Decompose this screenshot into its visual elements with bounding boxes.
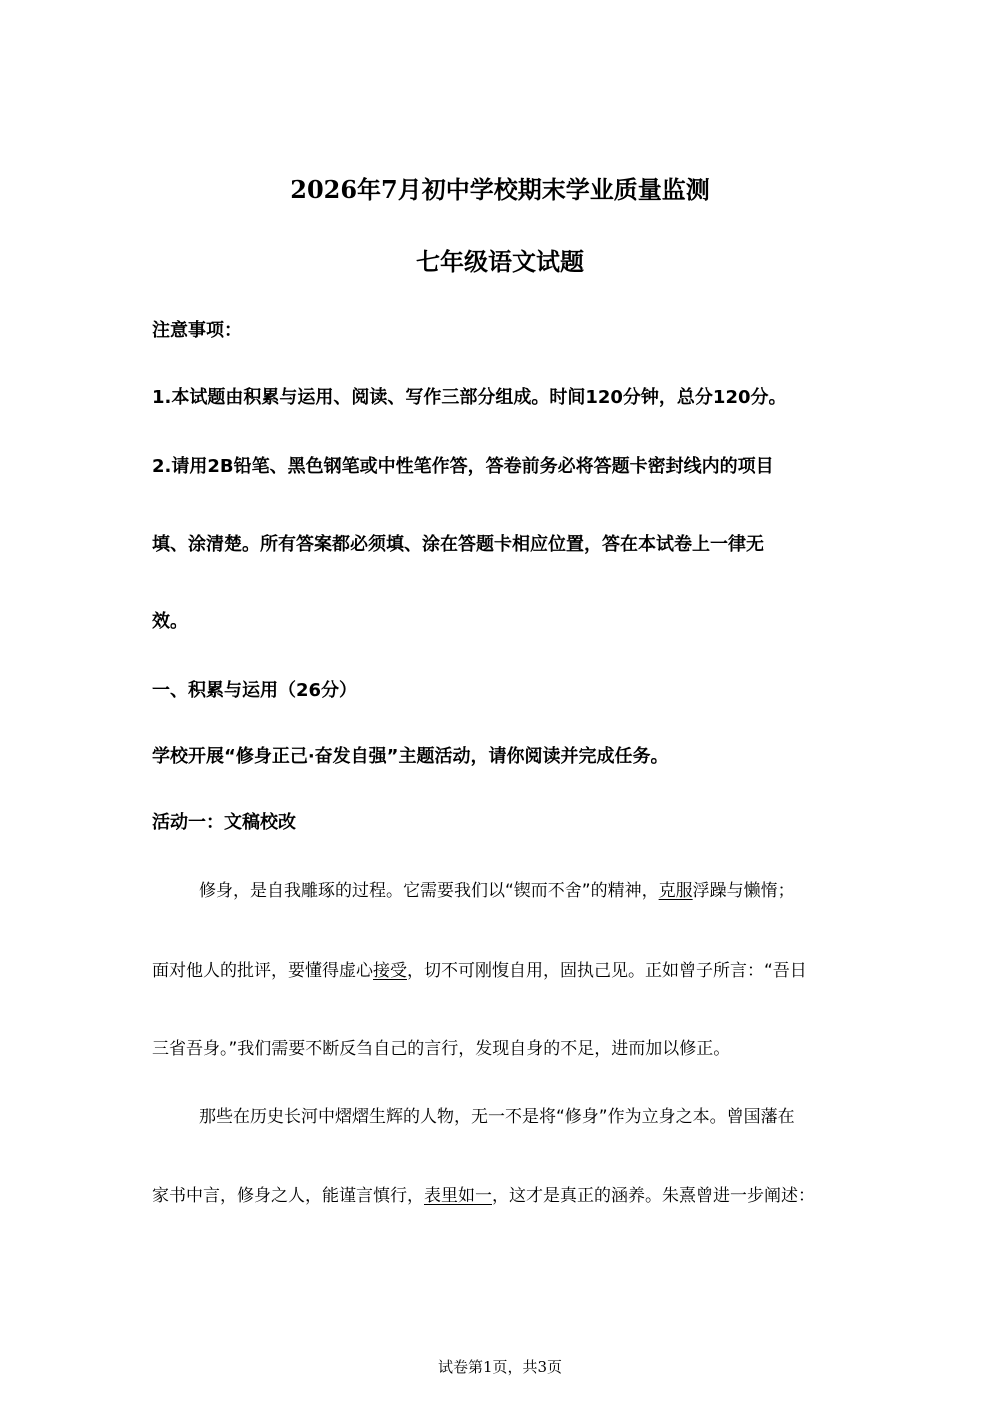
text-segment: 面对他人的批评，要懂得虚心 — [152, 961, 373, 981]
text-segment: 家书中言，修身之人，能谨言慎行， — [152, 1186, 424, 1206]
activity-heading: 活动一：文稿校改 — [152, 812, 296, 833]
notice-item-2-line-1: 2.请用2B铅笔、黑色钢笔或中性笔作答，答卷前务必将答题卡密封线内的项目 — [152, 456, 774, 477]
passage-line-5 — [152, 1181, 815, 1206]
exam-title: 2026年7月初中学校期末学业质量监测 — [290, 175, 710, 204]
passage-line-4: 那些在历史长河中熠熠生辉的人物，无一不是将“修身”作为立身之本。曾国藩在 — [199, 1107, 795, 1127]
section-heading: 一、积累与运用（26分） — [152, 680, 358, 701]
notice-heading: 注意事项： — [152, 320, 242, 341]
section-intro: 学校开展“修身正己·奋发自强”主题活动，请你阅读并完成任务。 — [152, 746, 669, 767]
notice-item-2-line-3: 效。 — [152, 611, 188, 632]
text-segment: 修身，是自我雕琢的过程。它需要我们以“锲而不舍”的精神， — [199, 881, 659, 901]
notice-item-2-line-2: 填、涂清楚。所有答案都必须填、涂在答题卡相应位置，答在本试卷上一律无 — [152, 534, 764, 555]
passage-line-1 — [199, 876, 795, 901]
underlined-word: 克服 — [658, 881, 693, 901]
page-footer: 试卷第1页，共3页 — [437, 1358, 563, 1376]
underlined-word: 表里如一 — [424, 1186, 492, 1206]
passage-line-2 — [152, 956, 807, 981]
text-segment: 浮躁与懒惰； — [692, 881, 795, 901]
exam-subtitle: 七年级语文试题 — [416, 247, 584, 276]
passage-line-3: 三省吾身。”我们需要不断反刍自己的言行，发现自身的不足，进而加以修正。 — [152, 1039, 731, 1059]
text-segment: ，切不可刚愎自用，固执己见。正如曾子所言：“吾日 — [407, 961, 807, 981]
underlined-word: 接受 — [373, 961, 407, 981]
text-segment: ，这才是真正的涵养。朱熹曾进一步阐述： — [492, 1186, 815, 1206]
notice-item-1: 1.本试题由积累与运用、阅读、写作三部分组成。时间120分钟，总分120分。 — [152, 387, 787, 408]
